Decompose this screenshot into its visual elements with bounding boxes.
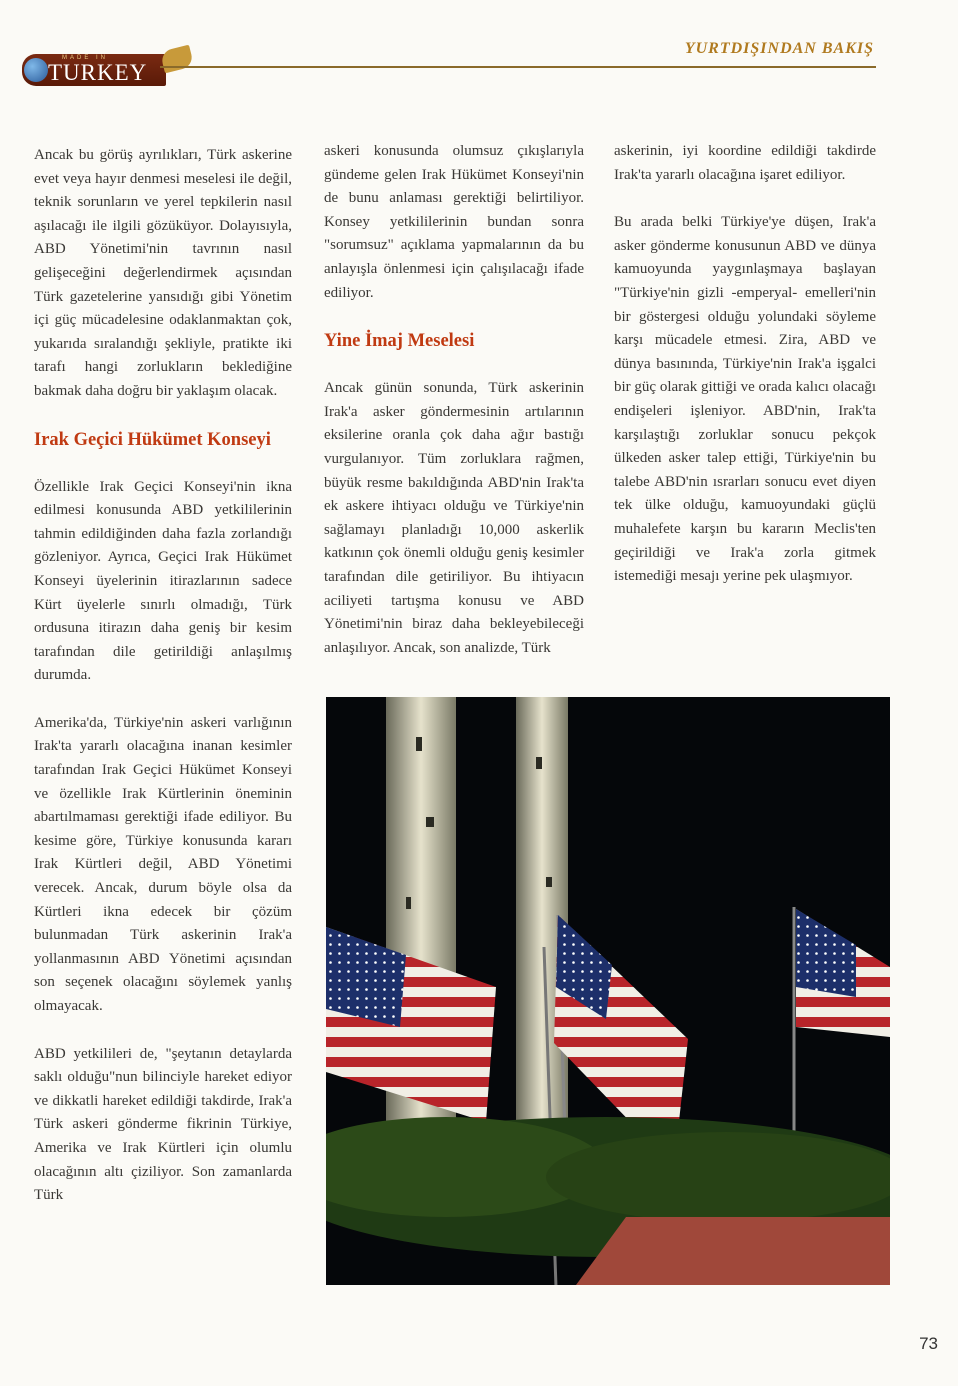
american-flags-photo — [326, 697, 890, 1285]
logo-wordmark: TURKEY — [48, 60, 148, 85]
paragraph: ABD yetkilileri de, "şeytanın detaylarda saklı olduğu"nun bilinciyle hareket ediyor ve dikkatli hareket edildiği takdirde, Irak'a Türk askeri gönderme fikrinin Türkiye, Amerika ve Irak Kürtleri için olumlu olacağının altı çiziliyor. Son zamanlarda Türk — [34, 1045, 292, 1204]
leaf-icon — [160, 45, 194, 74]
column-3 — [614, 140, 876, 613]
section-title: YURTDIŞINDAN BAKIŞ — [684, 40, 874, 57]
section-heading: Yine İmaj Meselesi — [324, 331, 475, 352]
paragraph: Ancak bu görüş ayrılıkları, Türk askerine evet veya hayır denmesi meselesi ile değil, teknik sorunların ve yerel tepkilerin nasıl aşılacağı ile ilgili gözüküyor. Dolayısıyla, ABD Yönetimi'nin tavrının nasıl gelişeceğini değerlendirmek açısından Türk gazetelerine yansıdığı gibi Yönetim içi güç mücadelesine odaklanmaktan çok, yukarıda sıralandığı şekliyle, pratikte iki tarafı hangi zorlukların beklediğine bakmak daha doğru bir yaklaşım olacak. — [34, 147, 292, 399]
paragraph: Özellikle Irak Geçici Konseyi'nin ikna edilmesi konusunda ABD yetkililerinin tahmin edildiğinden daha fazla zorlandığı gözleniyor. Ayrıca, Geçici Irak Hükümet Konseyi üyelerinin itirazlarının sadece Kürt üyelerle sınırlı olmadığı, Türk ordusuna itirazın daha geniş bir kesim tarafından dile getirildiği anlaşılmış durumda. — [34, 478, 292, 684]
paragraph: askerinin, iyi koordine edildiği takdirde Irak'ta yararlı olacağına işaret ediliyor. — [614, 143, 876, 183]
logo-made-in: MADE IN — [62, 55, 109, 61]
column-1 — [34, 144, 292, 1232]
made-in-turkey-logo — [22, 48, 172, 90]
photo-illustration — [326, 697, 890, 1285]
paragraph: Bu arada belki Türkiye'ye düşen, Irak'a asker gönderme konusunun ABD ve dünya kamuoyunda yaygınlaşmaya başlayan "Türkiye'nin gizli -emperyal- emelleri'nin bir göstergesi olduğu yolundaki söyleme karşı mücadele etmesi. Zira, ABD ve dünya basınında, Türkiye'nin Irak'a işgalci bir güç olarak gittiği ve orada kalıcı olacağı endişeleri işleniyor. ABD'nin, Irak'ta karşılaştığı zorluklar sonucu pekçok ülkeden asker talep ettiği, Türkiye'nin bu talebe ABD'nin ısrarları sonucu evet diyen tek ülke olduğu, kamuoyundaki güçlü muhalefete karşın bu kararın Meclis'ten geçirildiği ve Irak'a zorla gitmek istemediği mesajı yerine pek ulaşmıyor. — [614, 214, 876, 585]
globe-icon — [24, 58, 48, 82]
paragraph: Ancak günün sonunda, Türk askerinin Irak'a asker göndermesinin artılarının eksilerine oranla çok daha ağır bastığı vurgulanıyor. Tüm zorluklara rağmen, büyük resme bakıldığında ABD'nin Irak'ta ek askere ihtiyacı olduğu ve Türkiye'nin sağlamayı planladığı 10,000 askerlik katkının çok önemli olduğu geniş kesimler tarafından dile getiriliyor. Bu ihtiyacın aciliyeti tartışma konusu ve ABD Yönetimi'nin biraz daha bekleyebileceği anlaşılıyor. Ancak, son analizde, Türk — [324, 380, 584, 656]
header-rule — [160, 66, 876, 68]
section-heading: Irak Geçici Hükümet Konseyi — [34, 429, 271, 450]
paragraph: askeri konusunda olumsuz çıkışlarıyla gündeme gelen Irak Hükümet Konseyi'nin de bunu anlaması gerektiği belirtiliyor. Konsey yetkililerinin bundan sonra "sorumsuz" açıklama yapmalarının da bu anlayışla önlenmesi için çalışılacağı ifade ediliyor. — [324, 143, 584, 301]
paragraph: Amerika'da, Türkiye'nin askeri varlığının Irak'ta yararlı olacağına inanan kesimler tarafından Irak Geçici Hükümet Konseyi ve özellikle Irak Kürtlerinin öneminin abartılmaması gerektiği ifade ediliyor. Bu kesime göre, Türkiye konusunda kararı Irak Kürtleri değil, ABD Yönetimi verecek. Ancak, durum böyle olsa da Kürtleri ikna edecek bir çözüm bulunmadan Türk askerinin Irak'a yollanmasının ABD Yönetimi açısından son seçenek olacağını söylemek yanlış olmayacak. — [34, 714, 292, 1014]
column-2 — [324, 140, 584, 684]
page-number: 73 — [919, 1334, 938, 1353]
